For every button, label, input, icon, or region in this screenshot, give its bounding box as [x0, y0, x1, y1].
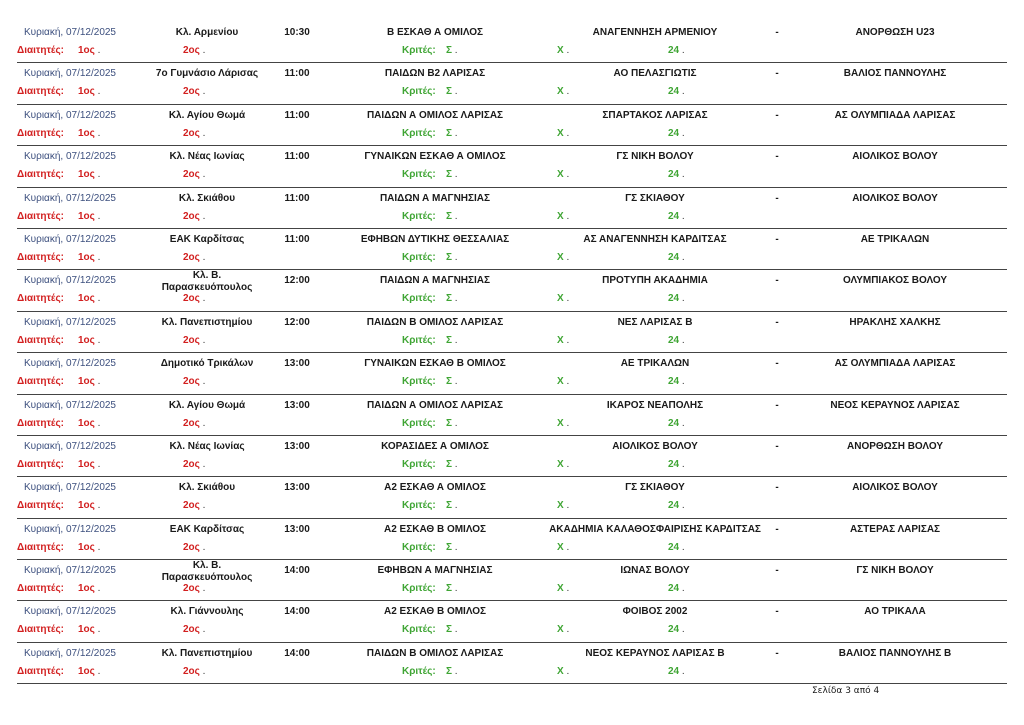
judge-sigma-label: Σ .	[446, 127, 458, 139]
match-time: 12:00	[284, 275, 310, 287]
match-schedule	[0, 22, 1024, 684]
referees-label: Διαιτητές:	[17, 665, 64, 677]
first-referee-label: 1ος .	[78, 127, 101, 139]
judge-24-label: 24 .	[668, 334, 685, 346]
judges-label: Κριτές:	[402, 583, 436, 595]
home-team: ΑΟ ΠΕΛΑΣΓΙΩΤΙΣ	[613, 68, 697, 80]
match-category: ΠΑΙΔΩΝ Α ΟΜΙΛΟΣ ΛΑΡΙΣΑΣ	[366, 399, 504, 411]
match-category: Α2 ΕΣΚΑΘ Β ΟΜΙΛΟΣ	[383, 523, 487, 535]
judge-chi-label: Χ .	[557, 334, 570, 346]
judge-24-label: 24 .	[668, 665, 685, 677]
away-team: ΒΑΛΙΟΣ ΠΑΝΝΟΥΛΗΣ	[843, 68, 947, 80]
match-time: 14:00	[284, 647, 310, 659]
second-referee-label: 2ος .	[183, 624, 206, 636]
match-venue: Κλ. Αγίου Θωμά	[168, 399, 246, 411]
referees-label: Διαιτητές:	[17, 334, 64, 346]
away-team: ΑΙΟΛΙΚΟΣ ΒΟΛΟΥ	[852, 482, 938, 494]
judge-chi-label: Χ .	[557, 293, 570, 305]
judge-chi-label: Χ .	[557, 45, 570, 56]
match-date: Κυριακή, 07/12/2025	[24, 482, 116, 494]
match-category: ΠΑΙΔΩΝ Α ΟΜΙΛΟΣ ΛΑΡΙΣΑΣ	[366, 109, 504, 121]
match-venue: Κλ. Αγίου Θωμά	[168, 109, 246, 121]
first-referee-label: 1ος .	[78, 376, 101, 388]
judge-chi-label: Χ .	[557, 500, 570, 512]
away-team: ΓΣ ΝΙΚΗ ΒΟΛΟΥ	[856, 565, 934, 577]
judges-label: Κριτές:	[402, 45, 436, 56]
away-team: ΑΝΟΡΘΩΣΗ U23	[855, 27, 935, 38]
judge-24-label: 24 .	[668, 583, 685, 595]
judge-24-label: 24 .	[668, 458, 685, 470]
judge-chi-label: Χ .	[557, 376, 570, 388]
match-date: Κυριακή, 07/12/2025	[24, 358, 116, 370]
judge-sigma-label: Σ .	[446, 500, 458, 512]
referees-label: Διαιτητές:	[17, 500, 64, 512]
match-venue: 7ο Γυμνάσιο Λάρισας	[155, 68, 259, 80]
referees-label: Διαιτητές:	[17, 583, 64, 595]
judge-chi-label: Χ .	[557, 127, 570, 139]
judge-24-label: 24 .	[668, 210, 685, 222]
judges-label: Κριτές:	[402, 458, 436, 470]
page-number: Σελίδα 3 από 4	[812, 686, 880, 696]
second-referee-label: 2ος .	[183, 334, 206, 346]
match-category: ΚΟΡΑΣΙΔΕΣ Α ΟΜΙΛΟΣ	[381, 440, 489, 452]
match-row	[0, 22, 1024, 63]
judge-sigma-label: Σ .	[446, 334, 458, 346]
first-referee-label: 1ος .	[78, 624, 101, 636]
home-team: ΓΣ ΣΚΙΑΘΟΥ	[625, 192, 685, 204]
home-team: ΑΣ ΑΝΑΓΕΝΝΗΣΗ ΚΑΡΔΙΤΣΑΣ	[583, 233, 727, 245]
match-row	[0, 63, 1024, 104]
versus-dash: -	[775, 192, 779, 204]
first-referee-label: 1ος .	[78, 169, 101, 181]
home-team: ΑΙΟΛΙΚΟΣ ΒΟΛΟΥ	[612, 440, 698, 452]
match-time: 13:00	[284, 482, 310, 494]
match-time: 13:00	[284, 440, 310, 452]
away-team: ΝΕΟΣ ΚΕΡΑΥΝΟΣ ΛΑΡΙΣΑΣ	[830, 399, 960, 411]
match-time: 11:00	[284, 151, 310, 163]
first-referee-label: 1ος .	[78, 293, 101, 305]
versus-dash: -	[775, 482, 779, 494]
match-row	[0, 270, 1024, 311]
judge-24-label: 24 .	[668, 127, 685, 139]
match-category: ΓΥΝΑΙΚΩΝ ΕΣΚΑΘ Α ΟΜΙΛΟΣ	[364, 151, 506, 163]
match-row	[0, 312, 1024, 353]
match-category: Β ΕΣΚΑΘ Α ΟΜΙΛΟΣ	[386, 27, 484, 38]
away-team: ΑΣ ΟΛΥΜΠΙΑΔΑ ΛΑΡΙΣΑΣ	[834, 109, 956, 121]
referees-label: Διαιτητές:	[17, 624, 64, 636]
judge-chi-label: Χ .	[557, 583, 570, 595]
match-row	[0, 188, 1024, 229]
match-time: 13:00	[284, 358, 310, 370]
match-row	[0, 229, 1024, 270]
referees-label: Διαιτητές:	[17, 458, 64, 470]
match-date: Κυριακή, 07/12/2025	[24, 606, 116, 618]
match-time: 12:00	[284, 316, 310, 328]
match-category: ΠΑΙΔΩΝ Β ΟΜΙΛΟΣ ΛΑΡΙΣΑΣ	[366, 647, 504, 659]
referees-label: Διαιτητές:	[17, 417, 64, 429]
match-date: Κυριακή, 07/12/2025	[24, 275, 116, 287]
match-date: Κυριακή, 07/12/2025	[24, 316, 116, 328]
match-time: 14:00	[284, 606, 310, 618]
versus-dash: -	[775, 68, 779, 80]
judges-label: Κριτές:	[402, 86, 436, 98]
match-time: 11:00	[284, 192, 310, 204]
judges-label: Κριτές:	[402, 127, 436, 139]
match-category: Α2 ΕΣΚΑΘ Β ΟΜΙΛΟΣ	[383, 606, 487, 618]
away-team: ΑΣ ΟΛΥΜΠΙΑΔΑ ΛΑΡΙΣΑΣ	[834, 358, 956, 370]
judge-24-label: 24 .	[668, 251, 685, 263]
judge-chi-label: Χ .	[557, 210, 570, 222]
versus-dash: -	[775, 27, 779, 38]
match-date: Κυριακή, 07/12/2025	[24, 109, 116, 121]
first-referee-label: 1ος .	[78, 500, 101, 512]
match-category: ΠΑΙΔΩΝ Β ΟΜΙΛΟΣ ΛΑΡΙΣΑΣ	[366, 316, 504, 328]
judge-sigma-label: Σ .	[446, 169, 458, 181]
versus-dash: -	[775, 523, 779, 535]
versus-dash: -	[775, 647, 779, 659]
match-venue: ΕΑΚ Καρδίτσας	[169, 233, 245, 245]
judge-24-label: 24 .	[668, 376, 685, 388]
second-referee-label: 2ος .	[183, 169, 206, 181]
first-referee-label: 1ος .	[78, 334, 101, 346]
judges-label: Κριτές:	[402, 210, 436, 222]
versus-dash: -	[775, 316, 779, 328]
second-referee-label: 2ος .	[183, 210, 206, 222]
match-venue: Κλ. Β. Παρασκευόπουλος	[161, 270, 253, 294]
second-referee-label: 2ος .	[183, 86, 206, 98]
versus-dash: -	[775, 151, 779, 163]
match-date: Κυριακή, 07/12/2025	[24, 565, 116, 577]
referees-label: Διαιτητές:	[17, 86, 64, 98]
judges-label: Κριτές:	[402, 376, 436, 388]
first-referee-label: 1ος .	[78, 417, 101, 429]
away-team: ΑΟ ΤΡΙΚΑΛΑ	[864, 606, 926, 618]
match-venue: Κλ. Σκιάθου	[178, 482, 236, 494]
away-team: ΑΣΤΕΡΑΣ ΛΑΡΙΣΑΣ	[849, 523, 941, 535]
match-row	[0, 601, 1024, 642]
match-time: 11:00	[284, 233, 310, 245]
match-time: 13:00	[284, 523, 310, 535]
second-referee-label: 2ος .	[183, 500, 206, 512]
judge-chi-label: Χ .	[557, 86, 570, 98]
judge-24-label: 24 .	[668, 624, 685, 636]
match-row	[0, 519, 1024, 560]
match-venue: Κλ. Πανεπιστημίου	[161, 316, 253, 328]
away-team: ΒΑΛΙΟΣ ΠΑΝΝΟΥΛΗΣ Β	[838, 647, 952, 659]
first-referee-label: 1ος .	[78, 583, 101, 595]
match-date: Κυριακή, 07/12/2025	[24, 68, 116, 80]
match-row	[0, 477, 1024, 518]
match-date: Κυριακή, 07/12/2025	[24, 440, 116, 452]
judge-chi-label: Χ .	[557, 624, 570, 636]
judge-24-label: 24 .	[668, 541, 685, 553]
match-category: ΠΑΙΔΩΝ Α ΜΑΓΝΗΣΙΑΣ	[379, 192, 491, 204]
match-row	[0, 436, 1024, 477]
match-date: Κυριακή, 07/12/2025	[24, 27, 116, 38]
judge-chi-label: Χ .	[557, 169, 570, 181]
match-venue: Κλ. Νέας Ιωνίας	[169, 440, 245, 452]
referees-label: Διαιτητές:	[17, 45, 64, 56]
match-category: Α2 ΕΣΚΑΘ Α ΟΜΙΛΟΣ	[384, 482, 486, 494]
away-team: ΟΛΥΜΠΙΑΚΟΣ ΒΟΛΟΥ	[842, 275, 948, 287]
match-date: Κυριακή, 07/12/2025	[24, 233, 116, 245]
judge-sigma-label: Σ .	[446, 210, 458, 222]
match-row	[0, 560, 1024, 601]
match-category: ΕΦΗΒΩΝ ΔΥΤΙΚΗΣ ΘΕΣΣΑΛΙΑΣ	[360, 233, 510, 245]
versus-dash: -	[775, 358, 779, 370]
versus-dash: -	[775, 399, 779, 411]
referees-label: Διαιτητές:	[17, 210, 64, 222]
match-time: 14:00	[284, 565, 310, 577]
match-venue: Κλ. Β. Παρασκευόπουλος	[161, 560, 253, 584]
home-team: ΑΕ ΤΡΙΚΑΛΩΝ	[620, 358, 690, 370]
judges-label: Κριτές:	[402, 500, 436, 512]
match-date: Κυριακή, 07/12/2025	[24, 523, 116, 535]
first-referee-label: 1ος .	[78, 541, 101, 553]
second-referee-label: 2ος .	[183, 376, 206, 388]
row-divider	[17, 683, 1007, 684]
second-referee-label: 2ος .	[183, 665, 206, 677]
match-time: 13:00	[284, 399, 310, 411]
judge-24-label: 24 .	[668, 293, 685, 305]
second-referee-label: 2ος .	[183, 583, 206, 595]
match-row	[0, 643, 1024, 684]
match-venue: Κλ. Γιάννουλης	[170, 606, 244, 618]
first-referee-label: 1ος .	[78, 86, 101, 98]
versus-dash: -	[775, 109, 779, 121]
judge-chi-label: Χ .	[557, 251, 570, 263]
away-team: ΗΡΑΚΛΗΣ ΧΑΛΚΗΣ	[849, 316, 941, 328]
judge-sigma-label: Σ .	[446, 665, 458, 677]
match-category: ΓΥΝΑΙΚΩΝ ΕΣΚΑΘ Β ΟΜΙΛΟΣ	[364, 358, 506, 370]
match-row	[0, 353, 1024, 394]
home-team: ΓΣ ΝΙΚΗ ΒΟΛΟΥ	[616, 151, 694, 163]
home-team: ΣΠΑΡΤΑΚΟΣ ΛΑΡΙΣΑΣ	[602, 109, 708, 121]
home-team: ΦΟΙΒΟΣ 2002	[622, 606, 688, 618]
judge-24-label: 24 .	[668, 417, 685, 429]
match-venue: ΕΑΚ Καρδίτσας	[169, 523, 245, 535]
judge-sigma-label: Σ .	[446, 293, 458, 305]
referees-label: Διαιτητές:	[17, 251, 64, 263]
match-date: Κυριακή, 07/12/2025	[24, 399, 116, 411]
second-referee-label: 2ος .	[183, 541, 206, 553]
versus-dash: -	[775, 275, 779, 287]
match-venue: Κλ. Αρμενίου	[175, 27, 239, 38]
second-referee-label: 2ος .	[183, 293, 206, 305]
judge-24-label: 24 .	[668, 169, 685, 181]
judges-label: Κριτές:	[402, 293, 436, 305]
referees-label: Διαιτητές:	[17, 541, 64, 553]
second-referee-label: 2ος .	[183, 417, 206, 429]
home-team: ΑΝΑΓΕΝΝΗΣΗ ΑΡΜΕΝΙΟΥ	[592, 27, 718, 38]
away-team: ΑΕ ΤΡΙΚΑΛΩΝ	[860, 233, 930, 245]
second-referee-label: 2ος .	[183, 251, 206, 263]
judge-sigma-label: Σ .	[446, 458, 458, 470]
judge-chi-label: Χ .	[557, 458, 570, 470]
second-referee-label: 2ος .	[183, 45, 206, 56]
match-time: 11:00	[284, 109, 310, 121]
home-team: ΙΚΑΡΟΣ ΝΕΑΠΟΛΗΣ	[606, 399, 704, 411]
match-row	[0, 395, 1024, 436]
first-referee-label: 1ος .	[78, 458, 101, 470]
match-date: Κυριακή, 07/12/2025	[24, 192, 116, 204]
match-row	[0, 146, 1024, 187]
first-referee-label: 1ος .	[78, 251, 101, 263]
home-team: ΠΡΟΤΥΠΗ ΑΚΑΔΗΜΙΑ	[602, 275, 708, 287]
judge-sigma-label: Σ .	[446, 376, 458, 388]
second-referee-label: 2ος .	[183, 458, 206, 470]
home-team: ΙΩΝΑΣ ΒΟΛΟΥ	[620, 565, 690, 577]
match-row	[0, 105, 1024, 146]
match-time: 10:30	[284, 27, 310, 38]
judge-sigma-label: Σ .	[446, 86, 458, 98]
match-venue: Κλ. Πανεπιστημίου	[161, 647, 253, 659]
judges-label: Κριτές:	[402, 665, 436, 677]
versus-dash: -	[775, 606, 779, 618]
match-date: Κυριακή, 07/12/2025	[24, 647, 116, 659]
first-referee-label: 1ος .	[78, 45, 101, 56]
match-venue: Κλ. Νέας Ιωνίας	[169, 151, 245, 163]
judge-sigma-label: Σ .	[446, 624, 458, 636]
first-referee-label: 1ος .	[78, 665, 101, 677]
home-team: ΝΕΣ ΛΑΡΙΣΑΣ Β	[617, 316, 693, 328]
match-category: ΠΑΙΔΩΝ Β2 ΛΑΡΙΣΑΣ	[384, 68, 486, 80]
judge-chi-label: Χ .	[557, 417, 570, 429]
match-category: ΠΑΙΔΩΝ Α ΜΑΓΝΗΣΙΑΣ	[379, 275, 491, 287]
match-venue: Δημοτικό Τρικάλων	[160, 358, 254, 370]
away-team: ΑΙΟΛΙΚΟΣ ΒΟΛΟΥ	[852, 151, 938, 163]
referees-label: Διαιτητές:	[17, 127, 64, 139]
match-category: ΕΦΗΒΩΝ Α ΜΑΓΝΗΣΙΑΣ	[377, 565, 493, 577]
judges-label: Κριτές:	[402, 334, 436, 346]
versus-dash: -	[775, 440, 779, 452]
home-team: ΓΣ ΣΚΙΑΘΟΥ	[625, 482, 685, 494]
referees-label: Διαιτητές:	[17, 169, 64, 181]
judges-label: Κριτές:	[402, 541, 436, 553]
judges-label: Κριτές:	[402, 417, 436, 429]
judges-label: Κριτές:	[402, 624, 436, 636]
judge-chi-label: Χ .	[557, 541, 570, 553]
judge-24-label: 24 .	[668, 500, 685, 512]
match-time: 11:00	[284, 68, 310, 80]
judge-chi-label: Χ .	[557, 665, 570, 677]
judge-sigma-label: Σ .	[446, 417, 458, 429]
versus-dash: -	[775, 565, 779, 577]
judges-label: Κριτές:	[402, 251, 436, 263]
judge-sigma-label: Σ .	[446, 583, 458, 595]
referees-label: Διαιτητές:	[17, 376, 64, 388]
judge-sigma-label: Σ .	[446, 251, 458, 263]
home-team: ΝΕΟΣ ΚΕΡΑΥΝΟΣ ΛΑΡΙΣΑΣ Β	[585, 647, 725, 659]
home-team: ΑΚΑΔΗΜΙΑ ΚΑΛΑΘΟΣΦΑΙΡΙΣΗΣ ΚΑΡΔΙΤΣΑΣ	[549, 523, 761, 535]
judge-sigma-label: Σ .	[446, 45, 458, 56]
judge-24-label: 24 .	[668, 45, 685, 56]
referees-label: Διαιτητές:	[17, 293, 64, 305]
judges-label: Κριτές:	[402, 169, 436, 181]
judge-sigma-label: Σ .	[446, 541, 458, 553]
match-venue: Κλ. Σκιάθου	[178, 192, 236, 204]
away-team: ΑΝΟΡΘΩΣΗ ΒΟΛΟΥ	[847, 440, 943, 452]
versus-dash: -	[775, 233, 779, 245]
second-referee-label: 2ος .	[183, 127, 206, 139]
judge-24-label: 24 .	[668, 86, 685, 98]
away-team: ΑΙΟΛΙΚΟΣ ΒΟΛΟΥ	[852, 192, 938, 204]
first-referee-label: 1ος .	[78, 210, 101, 222]
match-date: Κυριακή, 07/12/2025	[24, 151, 116, 163]
